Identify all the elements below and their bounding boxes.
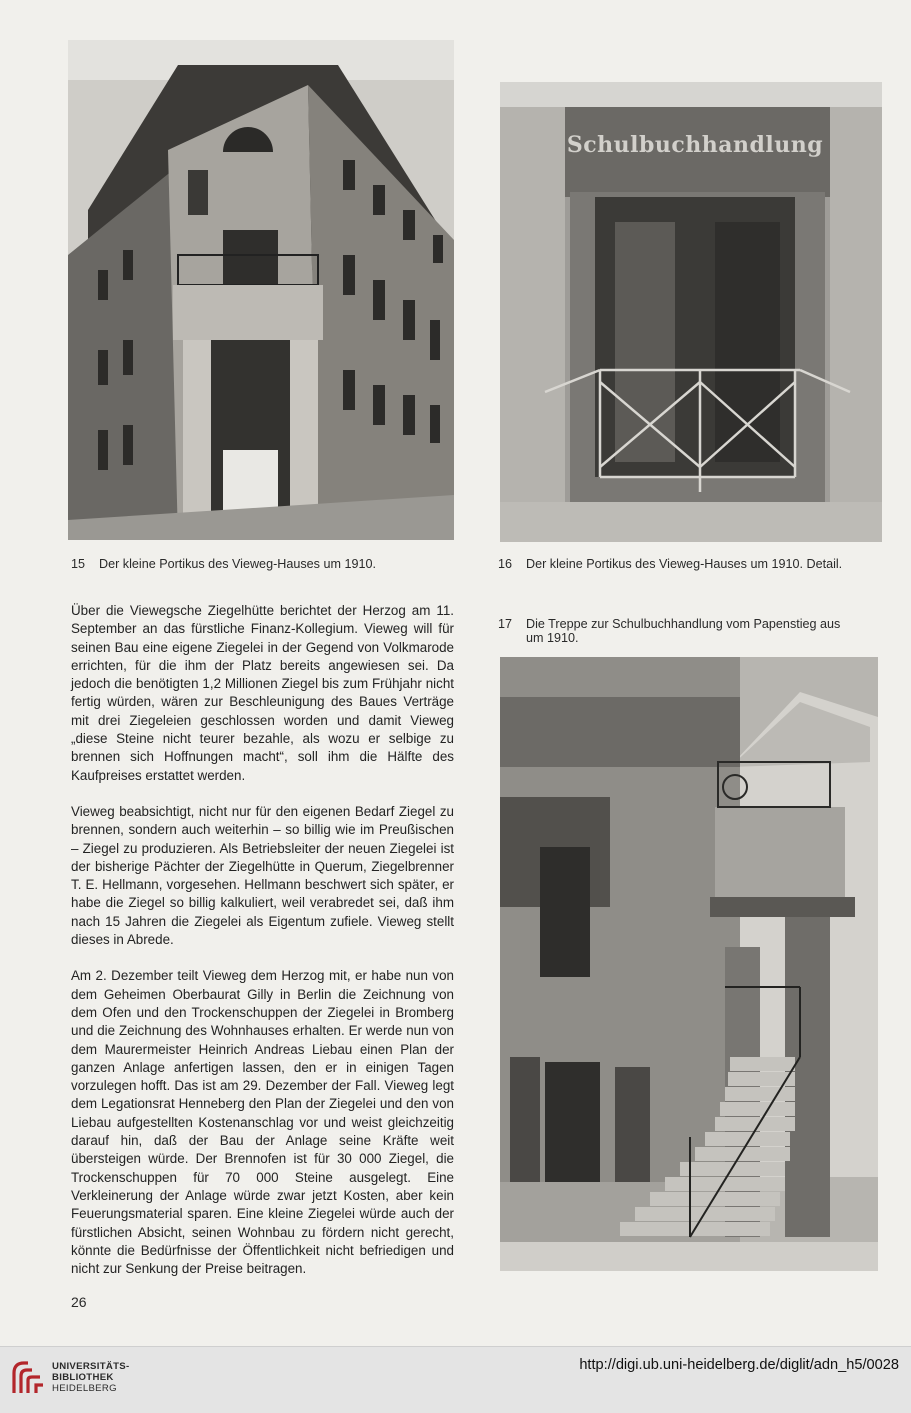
source-url-link[interactable]: http://digi.ub.uni-heidelberg.de/diglit/adn_h5/0028: [579, 1357, 899, 1373]
body-text: [71, 602, 454, 1296]
figure-16-caption: [498, 557, 882, 571]
figure-15-caption-text: Der kleine Portikus des Vieweg-Hauses um 1910.: [99, 557, 376, 571]
figure-17-number: 17: [498, 617, 513, 631]
figure-17-caption: [498, 617, 858, 645]
library-name: [52, 1361, 129, 1394]
paragraph-1: Über die Viewegsche Ziegelhütte berichtet der Herzog am 11. September an das fürstliche Finanz-Kollegium. Vieweg will für seinen Bau eine eigene Ziegelei in der Gegend von Volkmarode errichten, für die ihm der Platz bereits angewiesen sei. Da jedoch die benötigten 1,2 Millionen Ziegel bis zum Frühjahr nicht fertig würden, wären zur Beschleunigung des Baues Verträge mit drei Ziegeleien geschlossen worden und damit Vieweg „diese Steine nicht teurer bezahle, als wozu er selbige zu brennen sich Hoffnungen macht“, soll ihm die Hälfte des Kaufpreises erstattet werden.: [71, 603, 454, 783]
page-number: 26: [71, 1294, 87, 1310]
footer-bar: [0, 1346, 911, 1413]
shop-sign-text: Schulbuchhandlung: [566, 132, 824, 158]
figure-17-photo: [500, 657, 878, 1271]
figure-16-number: 16: [498, 557, 513, 571]
library-name-line-2: BIBLIOTHEK: [52, 1372, 114, 1383]
figure-16-photo: [500, 82, 882, 542]
paragraph-2: Vieweg beabsichtigt, nicht nur für den eigenen Bedarf Ziegel zu brennen, sondern auch weiterhin – so billig wie im Preußischen – Ziegel zu produzieren. Als Betriebsleiter der neuen Ziegelei ist der bisherige Pächter der Ziegelhütte in Querum, Ziegelbrenner T. E. Hellmann, vorgesehen. Hellmann beschwert sich später, er habe die Ziegel so billig kalkuliert, weil verabredet sei, daß ihm nach 15 Jahren die Ziegelei als Eigentum zufiele. Vieweg stellt dieses in Abrede.: [71, 803, 454, 948]
figure-15-caption: [71, 557, 455, 571]
library-name-line-1: UNIVERSITÄTS-: [52, 1361, 130, 1372]
paragraph-3: Am 2. Dezember teilt Vieweg dem Herzog mit, er habe nun von dem Geheimen Oberbaurat Gilly in Berlin die Zeichnung von dem Ofen und den Trockenschuppen der Ziegelei in Bromberg und die Zeichnung des Wohnhauses erhalten. Er werde nun von dem Maurermeister Heinrich Andreas Liebau einen Plan der ganzen Anlage anfertigen lassen, den er in einigen Tagen vorzulegen hofft. Das ist am 29. Dezember der Fall. Vieweg legt dem Legationsrat Henneberg den Plan der Ziegelei und den von Liebau aufgestellten Kostenanschlag vor und weist gleichzeitig darauf hin, daß der Bau der Anlage seine Kräfte weit übersteigen würde. Der Brennofen ist für 30 000 Ziegel, die Trockenschuppen für 70 000 Steine ausgelegt. Eine Verkleinerung der Anlage würde zwar jetzt Kosten, aber kein Feuerungsmaterial sparen. Eine kleine Ziegelei würde auch der fürstlichen Absicht, seinen Wohnbau zu fördern nicht gerecht, könnte die Bedürfnisse der Öffentlichkeit nicht befriedigen und nicht zur Senkung der Preise beitragen.: [71, 968, 454, 1277]
university-logo-icon[interactable]: [10, 1359, 46, 1395]
figure-16-caption-text: Der kleine Portikus des Vieweg-Hauses um 1910. Detail.: [526, 557, 843, 571]
library-name-line-3: HEIDELBERG: [52, 1383, 117, 1394]
figure-15-number: 15: [71, 557, 86, 571]
figure-15-photo: [68, 40, 454, 540]
figure-17-caption-text: Die Treppe zur Schulbuchhandlung vom Papenstieg aus um 1910.: [526, 617, 841, 645]
